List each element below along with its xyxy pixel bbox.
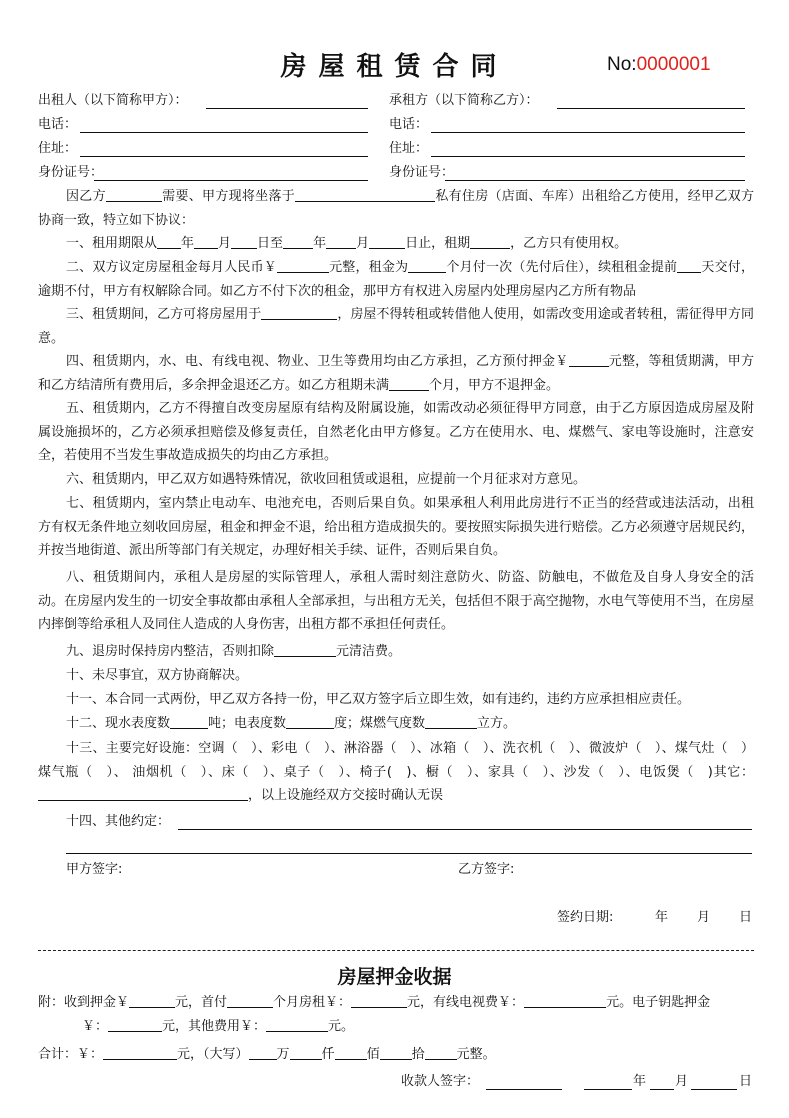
clause-8: 八、租赁期间内，承租人是房屋的实际管理人，承租人需时刻注意防火、防盗、防触电，不做危及自身人身安全的活动。在房屋内发生的一切安全事故都由承租人全部承担，与出租方无关，包括但不限于高空抛物，水电气等使用不当，在房屋内摔倒等给承租人及同住人造成的人身伤害，出租方都不承担任何责任。 — [38, 570, 754, 632]
advance-days-blank[interactable] — [677, 258, 701, 273]
lessee-phone-line[interactable] — [431, 131, 745, 133]
receipt-wan-blank[interactable] — [249, 1045, 277, 1060]
id-label: 身份证号： — [38, 165, 104, 180]
lessee-id-field[interactable] — [389, 164, 745, 182]
lessor-id-line[interactable] — [94, 179, 368, 181]
start-month-blank[interactable] — [194, 234, 218, 249]
document-title: 房屋租赁合同 — [280, 52, 509, 82]
clause-11: 十一、本合同一式两份，甲乙双方各持一份，甲乙双方签字后立即生效，如有违约，违约方应承担相应责任。 — [66, 692, 691, 707]
clause-12-text-b: 吨；电表度数 — [208, 716, 287, 731]
clause-12-text-d: 立方。 — [477, 716, 517, 731]
water-meter-blank[interactable] — [170, 714, 208, 729]
start-year-blank[interactable] — [157, 234, 181, 249]
receipt-qian-text: 仟 — [321, 1047, 335, 1062]
clause-4 — [38, 350, 754, 397]
lessor-address-line[interactable] — [80, 155, 368, 157]
intro-text-b: 需要、甲方现将坐落于 — [161, 189, 296, 204]
receipt-other-end: 元。 — [328, 1019, 355, 1034]
clause-7: 七、租赁期内，室内禁止电动车、电池充电，否则后果自负。如果承租人利用此房进行不正当的经营或违法活动，出租方有权无条件地立刻收回房屋，租金和押金不退，给出租方造成损失的。要按照实际损失进行赔偿。乙方必须遵守居规民约，并按当地街道、派出所等部门有关规定，办理好相关手续、证件，否则后果自负。 — [38, 496, 754, 558]
sign-year-text: 年 — [655, 910, 669, 925]
receipt-bai-text: 佰 — [366, 1047, 380, 1062]
receipt-key-blank[interactable] — [108, 1017, 162, 1032]
lessor-id-field[interactable] — [38, 164, 368, 182]
end-day-blank[interactable] — [369, 234, 405, 249]
lessor-input-line[interactable] — [206, 107, 368, 109]
receipt-line-2 — [82, 1015, 682, 1039]
clause-13-text-b: ，以上设施经双方交接时确认无误 — [248, 788, 444, 803]
receipt-bai-blank[interactable] — [335, 1045, 367, 1060]
receipt-title: 房屋押金收据 — [337, 966, 452, 988]
lessee-address-line[interactable] — [431, 155, 745, 157]
receipt-deposit-blank[interactable] — [129, 993, 175, 1008]
clause-12-text-a: 十二、现水表度数 — [66, 716, 171, 731]
receipt-total-text: 合计：￥： — [38, 1047, 104, 1062]
lease-term-blank[interactable] — [470, 234, 510, 249]
usage-blank[interactable] — [261, 305, 337, 320]
receipt-total-blank[interactable] — [103, 1045, 177, 1060]
party-a-signature-label[interactable]: 甲方签字: — [66, 862, 123, 877]
clause-13 — [38, 737, 754, 808]
month-text: 月 — [356, 236, 370, 251]
receipt-total-line — [38, 1043, 754, 1067]
contract-number — [607, 54, 711, 76]
clause-1-text: 一、租用期限从 — [66, 236, 158, 251]
clause-2-text-a: 二、双方议定房屋租金每月人民币￥ — [66, 260, 277, 275]
receipt-year-blank[interactable] — [584, 1089, 632, 1090]
lessor-address-field[interactable] — [38, 140, 368, 158]
receipt-cable-blank[interactable] — [524, 993, 606, 1008]
other-facilities-blank[interactable] — [38, 786, 248, 801]
sign-month-text: 月 — [697, 910, 711, 925]
receipt-shi-blank[interactable] — [380, 1045, 412, 1060]
deposit-blank[interactable] — [569, 352, 609, 367]
clause-4-text-a: 四、租赁期内，水、电、有线电视、物业、卫生等费用均由乙方承担，乙方预付押金￥ — [66, 354, 569, 369]
address-label: 住址： — [389, 141, 429, 156]
receipt-key-yen: ￥： — [82, 1019, 109, 1034]
phone-label: 电话： — [389, 117, 429, 132]
clause-2 — [38, 256, 754, 303]
receipt-wan-text: 万 — [276, 1047, 290, 1062]
lessee-field[interactable] — [389, 92, 745, 110]
receipt-key-text: 元。电子钥匙押金 — [606, 995, 711, 1010]
address-label: 住址： — [38, 141, 78, 156]
receipt-total-end: 元整。 — [456, 1047, 496, 1062]
lessee-label: 承租方（以下简称乙方）： — [389, 93, 539, 108]
receipt-other-text: 元，其他费用￥： — [162, 1019, 267, 1034]
clause-2-text-b: 元整，租金为 — [328, 260, 409, 275]
receipt-month-blank[interactable] — [650, 1089, 674, 1090]
clause-1-end-text: 日止，租期 — [405, 236, 471, 251]
intro-text-a: 因乙方 — [66, 189, 106, 204]
month-text: 月 — [218, 236, 232, 251]
receipt-shi-text: 拾 — [411, 1047, 425, 1062]
receipt-yuan-blank[interactable] — [425, 1045, 457, 1060]
electric-meter-blank[interactable] — [286, 714, 334, 729]
clause-3 — [38, 303, 754, 350]
clause-1 — [38, 232, 754, 256]
clause-3-text-a: 三、租赁期间，乙方可将房屋用于 — [66, 307, 262, 322]
pay-cycle-blank[interactable] — [408, 258, 446, 273]
day-to-text: 日至 — [257, 236, 284, 251]
clause-1-tail: ，乙方只有使用权。 — [510, 236, 628, 251]
receipt-cable-text: 元，有线电视费￥： — [407, 995, 525, 1010]
intro-text-c: 私有住房（店面、车库）出租给乙方使用，经甲乙双方协商一致，特立如下协议： — [38, 189, 754, 228]
clause-3-text-b: ，房屋不得转租或转借他人使用，如需改变用途或者转租，需征得甲方同意。 — [38, 307, 754, 346]
id-label: 身份证号： — [389, 165, 455, 180]
clause-6: 六、租赁期内，甲乙双方如遇特殊情况，欲收回租赁或退租，应提前一个月征求对方意见。 — [66, 472, 587, 487]
clause-14: 十四、其他约定： — [66, 814, 171, 829]
min-months-blank[interactable] — [389, 376, 429, 391]
gas-meter-blank[interactable] — [425, 714, 477, 729]
party-b-signature-label[interactable]: 乙方签字: — [458, 862, 515, 877]
receipt-line-1 — [38, 991, 754, 1015]
purpose-blank[interactable] — [106, 187, 162, 202]
other-terms-line-1[interactable] — [178, 829, 752, 830]
location-blank[interactable] — [295, 187, 435, 202]
receipt-rent-blank[interactable] — [351, 993, 407, 1008]
lessor-phone-line[interactable] — [80, 131, 368, 133]
clause-13-text-a: 十三、主要完好设施：空调（ ）、彩电（ ）、淋浴器（ ）、冰箱（ ）、洗衣机（ ）、微波炉（ ）、煤气灶（ ）煤气瓶（ ）、 油烟机（ ）、床（ ）、桌子（ ）、椅子( )、橱（ ）、家具（ ）、沙发（ ）、电饭煲（ )其它： — [38, 741, 754, 780]
receipt-first-pay-text: 元，首付 — [175, 995, 228, 1010]
end-year-blank[interactable] — [283, 234, 313, 249]
clause-2-text-d: 天交付，逾期不付，甲方有权解除合同。如乙方不付下次的租金，那甲方有权进入房屋内处理房屋内乙方所有物品 — [38, 260, 754, 299]
receipt-qian-blank[interactable] — [290, 1045, 322, 1060]
intro-paragraph — [38, 185, 754, 232]
receipt-day-text: 日 — [739, 1074, 753, 1089]
clause-4-text-b: 元整，等租赁期满，甲方和乙方结清所有费用后，多余押金退还乙方。如乙方租期未满 — [38, 354, 754, 393]
year-text: 年 — [181, 236, 195, 251]
start-day-blank[interactable] — [231, 234, 257, 249]
receipt-month-text: 月 — [675, 1074, 689, 1089]
cut-line-divider — [38, 950, 754, 951]
monthly-rent-blank[interactable] — [277, 258, 329, 273]
clause-12 — [38, 712, 754, 736]
clause-5: 五、租赁期内，乙方不得擅自改变房屋原有结构及附属设施，如需改动必须征得甲方同意，由于乙方原因造成房屋及附属设施损坏的，乙方必须承担赔偿及修复责任，自然老化由甲方修复。乙方在使用水、电、煤燃气、家电等设施时，注意安全，若使用不当发生事故造成损失的均由乙方承担。 — [38, 401, 754, 463]
clause-12-text-c: 度；煤燃气度数 — [334, 716, 426, 731]
lessor-phone-field[interactable] — [38, 116, 368, 134]
contract-number-value: 0000001 — [636, 54, 711, 75]
sign-day-text: 日 — [739, 910, 753, 925]
lessee-phone-field[interactable] — [389, 116, 745, 134]
receipt-capital-text: 元，（大写） — [177, 1047, 249, 1062]
other-terms-line-2[interactable] — [66, 853, 752, 854]
clause-2-text-c: 个月付一次（先付后住），续租租金提前 — [446, 260, 678, 275]
clause-10: 十、未尽事宜，双方协商解决。 — [66, 668, 249, 683]
clause-9 — [38, 640, 754, 664]
cleaning-fee-blank[interactable] — [274, 642, 336, 657]
sign-date-label: 签约日期: — [557, 910, 614, 925]
payee-signature-line[interactable] — [486, 1089, 562, 1090]
receipt-deposit-text: 附：收到押金￥ — [38, 995, 130, 1010]
receipt-year-text: 年 — [633, 1074, 647, 1089]
receipt-rent-text: 个月房租￥： — [273, 995, 352, 1010]
end-month-blank[interactable] — [326, 234, 356, 249]
lessor-label: 出租人（以下简称甲方）： — [38, 93, 188, 108]
clause-4-text-c: 个月，甲方不退押金。 — [429, 377, 560, 393]
contract-number-label: No: — [607, 54, 637, 75]
receipt-other-blank[interactable] — [266, 1017, 328, 1032]
year-text: 年 — [313, 236, 327, 251]
payee-signature-label: 收款人签字： — [401, 1074, 480, 1089]
lessee-input-line[interactable] — [557, 107, 745, 109]
lessee-address-field[interactable] — [389, 140, 745, 158]
lessee-id-line[interactable] — [445, 179, 745, 181]
receipt-months-blank[interactable] — [227, 993, 273, 1008]
clause-9-text-b: 元清洁费。 — [336, 644, 402, 659]
lessor-field[interactable] — [38, 92, 368, 110]
receipt-day-blank[interactable] — [691, 1089, 737, 1090]
phone-label: 电话： — [38, 117, 78, 132]
clause-9-text-a: 九、退房时保持房内整洁，否则扣除 — [66, 644, 275, 659]
